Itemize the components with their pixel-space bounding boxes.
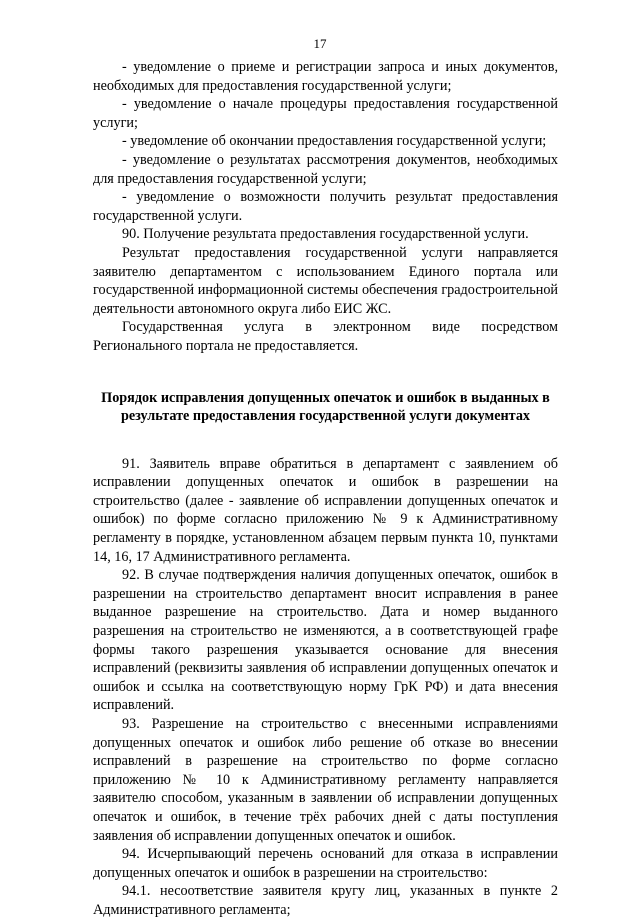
document-body: [93, 58, 558, 920]
clause-90-title: 90. Получение результата предоставления государственной услуги.: [122, 226, 529, 243]
notification-item-result-ready: - уведомление о возможности получить результат предоставления государственной услуги.: [93, 189, 558, 224]
page-number: 17: [313, 36, 327, 51]
clause-91: 91. Заявитель вправе обратиться в департамент с заявлением об исправлении допущенных опечаток и ошибок в разрешении на строительство (далее - заявление об исправлении допущенных опечаток и ошибок) по форме согласно приложению № 9 к Административному регламенту в порядке, установленном абзацем первым пункта 10, пунктами 14, 16, 17 Административного регламента.: [93, 455, 558, 565]
clause-92: 92. В случае подтверждения наличия допущенных опечаток, ошибок в разрешении на строительство департамент вносит исправления в ранее выданное разрешение на строительство. Дата и номер выданного разрешения на строительство не изменяются, а в соответствующей графе формы такого разрешения указывается основание для внесения исправлений (реквизиты заявления об исправлении допущенных опечаток и ошибок и ссылка на соответствующую норму ГрК РФ) и дата внесения исправлений.: [93, 567, 558, 714]
section-heading: Порядок исправления допущенных опечаток и ошибок в выданных в результате предоставления государственной услуги документах: [101, 389, 550, 425]
clause-90-regional-portal: Государственная услуга в электронном виде посредством Регионального портала не предоставляется.: [93, 319, 558, 354]
clause-93: 93. Разрешение на строительство с внесенными исправлениями допущенных опечаток и ошибок либо решение об отказе во внесении исправлений в разрешение на строительство по форме согласно приложению № 10 к Административному регламенту направляется заявителю способом, указанным в заявлении об исправлении допущенных опечаток и ошибок, в течение трёх рабочих дней с даты поступления заявления об исправлении допущенных опечаток и ошибок.: [93, 716, 558, 844]
notification-item-receipt: - уведомление о приеме и регистрации запроса и иных документов, необходимых для предоставления государственной услуги;: [93, 59, 558, 94]
clause-94-1: 94.1. несоответствие заявителя кругу лиц, указанных в пункте 2 Административного регламента;: [93, 883, 558, 918]
clause-94: 94. Исчерпывающий перечень оснований для отказа в исправлении допущенных опечаток и ошибок в разрешении на строительство:: [93, 846, 558, 881]
notification-item-end: - уведомление об окончании предоставления государственной услуги;: [122, 133, 547, 150]
notification-item-review: - уведомление о результатах рассмотрения документов, необходимых для предоставления государственной услуги;: [93, 151, 558, 187]
notification-item-start: - уведомление о начале процедуры предоставления государственной услуги;: [93, 96, 558, 131]
clause-90-result: Результат предоставления государственной услуги направляется заявителю департаментом с использованием Единого портала или государственной информационной системы обеспечения градостроительной деятельности автономного округа либо ЕИС ЖС.: [93, 244, 558, 317]
